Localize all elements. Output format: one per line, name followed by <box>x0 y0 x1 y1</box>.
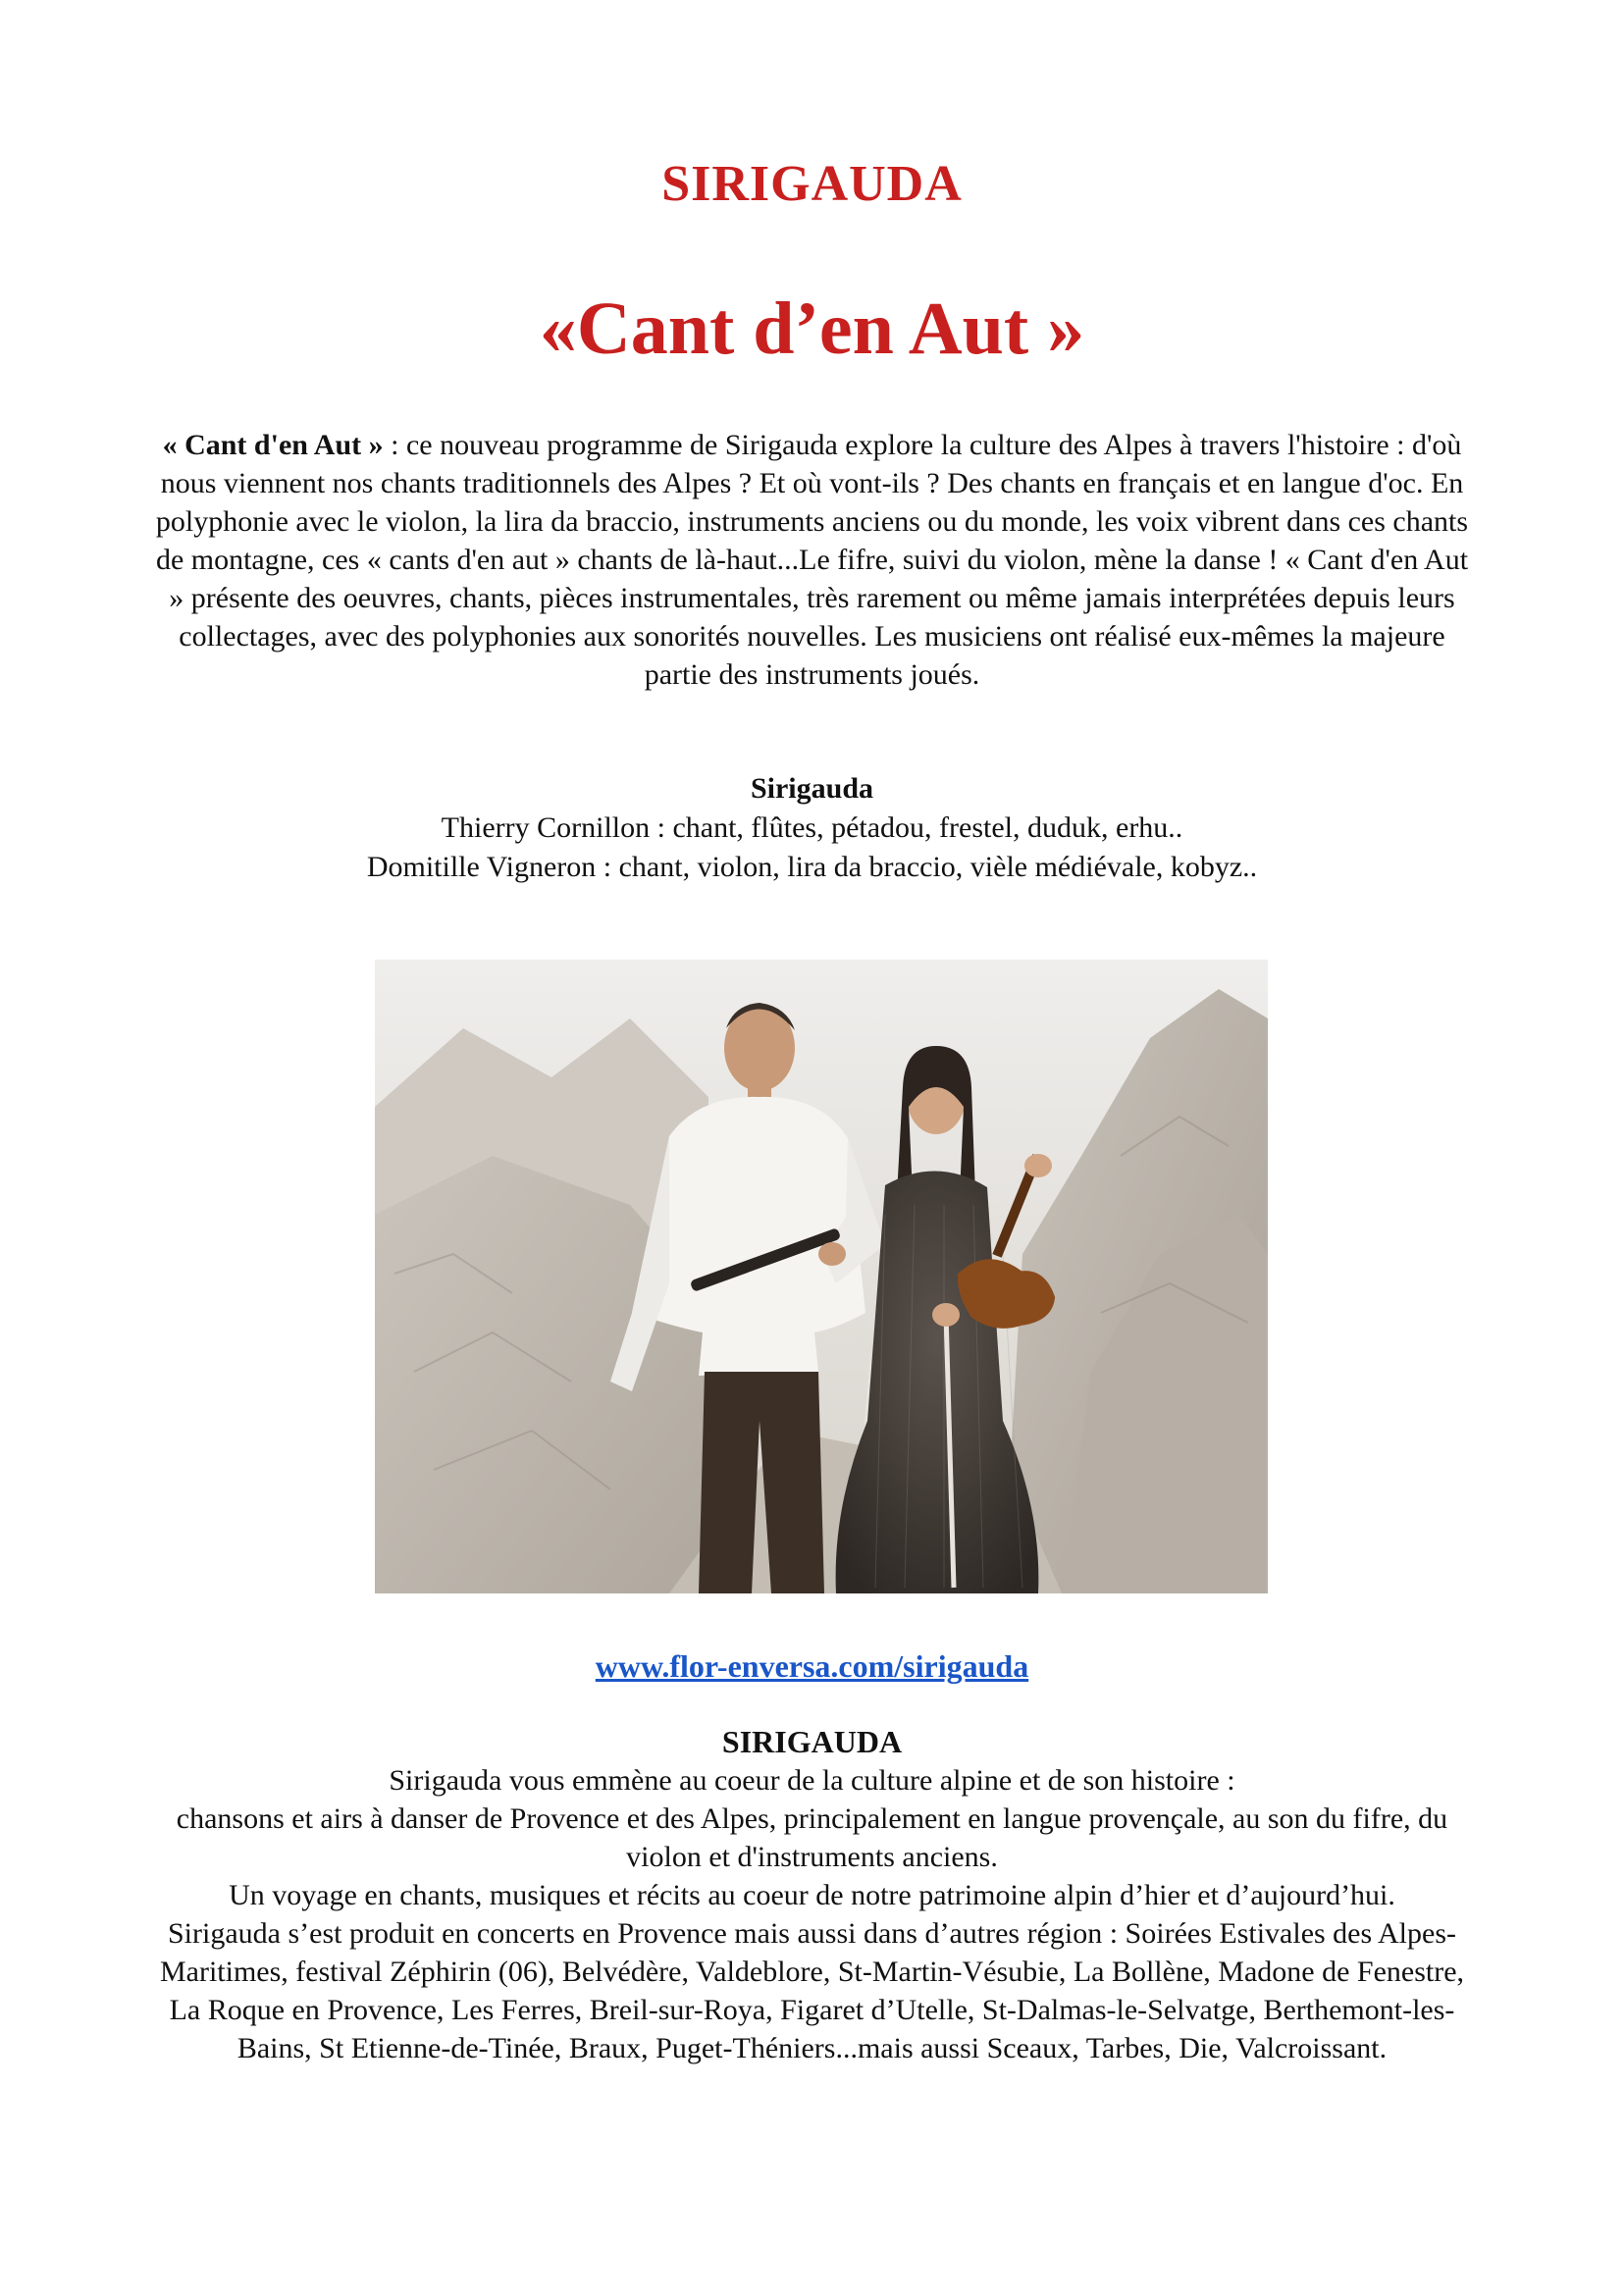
website-link-container <box>147 1648 1477 1685</box>
intro-body: : ce nouveau programme de Sirigauda explore la culture des Alpes à travers l'histoire : d'où nous viennent nos chants traditionnels des Alpes ? Et où vont-ils ? Des chants en français et en langue d'oc. En polyphonie avec le violon, la lira da braccio, instruments anciens ou du monde, les voix vibrent dans ces chants de montagne, ces « cants d'en aut » chants de là-haut...Le fifre, suivi du violon, mène la danse ! « Cant d'en Aut » présente des oeuvres, chants, pièces instrumentales, très rarement ou même jamais interprétées depuis leurs collectages, avec des polyphonies aux sonorités nouvelles. Les musiciens ont réalisé eux-mêmes la majeure partie des instruments joués. <box>155 429 1469 691</box>
about-line: Sirigauda vous emmène au coeur de la culture alpine et de son histoire : <box>389 1764 1235 1797</box>
group-heading: Sirigauda <box>750 772 874 805</box>
about-line: Un voyage en chants, musiques et récits au coeur de notre patrimoine alpin d’hier et d’aujourd’hui. <box>229 1879 1395 1911</box>
intro-paragraph <box>147 426 1477 694</box>
member-line: Thierry Cornillon : chant, flûtes, pétadou, frestel, duduk, erhu.. <box>441 811 1183 844</box>
about-section <box>147 1723 1477 2067</box>
group-section <box>147 769 1477 887</box>
intro-lead: « Cant d'en Aut » <box>162 429 384 461</box>
website-link[interactable]: www.flor-enversa.com/sirigauda <box>595 1648 1029 1684</box>
about-heading: SIRIGAUDA <box>721 1724 903 1759</box>
page-title: «Cant d’en Aut » <box>539 287 1085 370</box>
band-photo-illustration <box>375 960 1268 1593</box>
member-line: Domitille Vigneron : chant, violon, lira da braccio, vièle médiévale, kobyz.. <box>366 851 1258 883</box>
about-line: chansons et airs à danser de Provence et des Alpes, principalement en langue provençale, au son du fifre, du violon et d'instruments anciens. <box>176 1802 1448 1873</box>
band-photo <box>375 960 1268 1593</box>
brand-heading: SIRIGAUDA <box>661 156 963 212</box>
about-line: Sirigauda s’est produit en concerts en Provence mais aussi dans d’autres région : Soirées Estivales des Alpes-Maritimes, festival Zéphirin (06), Belvédère, Valdeblore, St-Martin-Vésubie, La Bollène, Madone de Fenestre, La Roque en Provence, Les Ferres, Breil-sur-Roya, Figaret d’Utelle, St-Dalmas-le-Selvatge, Berthemont-les-Bains, St Etienne-de-Tinée, Braux, Puget-Théniers...mais aussi Sceaux, Tarbes, Die, Valcroissant. <box>159 1917 1465 2064</box>
